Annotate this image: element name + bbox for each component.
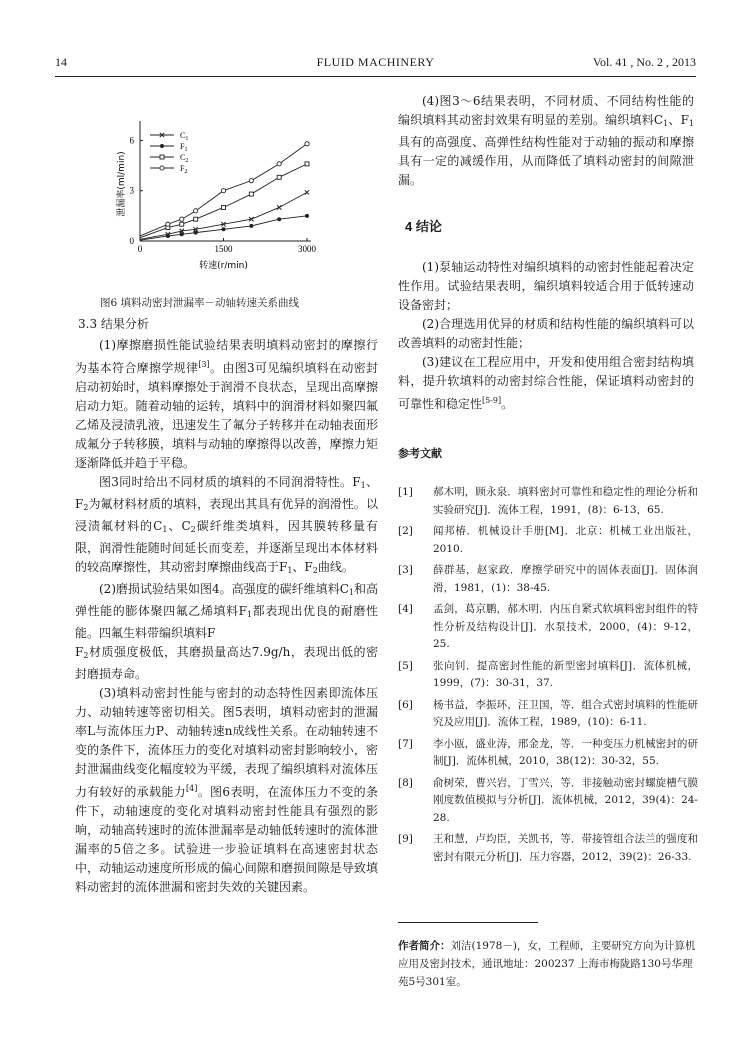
series-line-c1 [140, 192, 307, 239]
journal-name: FLUID MACHINERY [316, 55, 435, 69]
left-column [75, 336, 378, 897]
references-heading: 参考文献 [398, 448, 442, 460]
volume-info: Vol. 41 , No. 2 , 2013 [592, 55, 696, 69]
legend-label: $F_2$ [180, 164, 188, 175]
data-point [305, 214, 309, 218]
data-point [277, 162, 281, 166]
data-point [194, 217, 198, 221]
reference-item: [4] 孟剑，葛京鹏，郝木明．内压自紧式软填料密封组件的特性分析及结构设计[J]．水泵技术，2000，(4)：9-12，25. [398, 603, 698, 650]
data-point [160, 166, 164, 170]
y-tick-label: 3 [129, 185, 134, 196]
paragraph-5: (4)图3～6结果表明，不同材质、不同结构性能的编织填料其动密封效果有明显的差别。编织填料$C_1$、$F_1$具有的高强度、高弹性结构性能对于动轴的振动和摩擦具有一定的减缓作用，从而降低了填料动密封的间隙泄漏。 [398, 94, 694, 187]
conclusions [398, 258, 694, 414]
reference-item: [9] 王和慧，卢均臣，关凯书，等．带接管组合法兰的强度和密封有限元分析[J]．压力容器，2012，39(2)：26-33. [398, 833, 698, 863]
reference-item: [8] 俞树荣，曹兴岩，丁雪兴，等．非接触动密封螺旋槽气膜刚度数值模拟与分析[J]．流体机械，2012，39(4)：24-28. [398, 776, 698, 824]
conclusion-3: (3)建议在工程应用中，开发和使用组合密封结构填料，提升软填料的动密封综合性能，保证填料动密封的可靠性和稳定性[5-9]。 [398, 355, 694, 411]
section-heading-3-3: 3.3 结果分析 [78, 317, 149, 331]
series-line-c2 [140, 164, 307, 238]
legend-label: $F_1$ [180, 142, 188, 153]
x-axis-label: 转速(r/min) [199, 261, 248, 271]
author-note: 作者简介：刘洁(1978－)，女，工程师，主要研究方向为计算机应用及密封技术，通讯地址：200237 上海市梅陇路130号华理苑5号301室。 [398, 940, 696, 988]
data-point [160, 144, 164, 148]
x-tick-label: 3000 [298, 244, 316, 254]
data-point [221, 189, 225, 193]
data-point [277, 175, 281, 179]
data-point [249, 224, 253, 228]
reference-item: [7] 李小瓯，盛业涛，邢金龙，等．一种变压力机械密封的研制[J]．流体机械，2010，38(12)：30-32，55. [398, 737, 698, 767]
conclusion-1: (1)泵轴运动特性对编织填料的动密封性能起着决定性作用。试验结果表明，编织填料较适合用于低转速动设备密封； [398, 260, 694, 312]
paragraph-3: (2)磨损试验结果如图4。高强度的碳纤维填料$C_1$和高弹性能的膨体聚四氟乙烯填料$F_1$都表现出优良的耐磨性能。四氟生料带编织填料F $F_2$材质强度极低，其磨损量高达7.9g/h，表现出低的密封磨损寿命。 [75, 582, 378, 681]
header-rule [55, 76, 696, 77]
legend-label: $C_1$ [180, 131, 189, 142]
paragraph-4: (3)填料动密封性能与密封的动态特性因素即流体压力、动轴转速等密切相关。图5表明，填料动密封的泄漏率L与流体压力P、动轴转速n成线性关系。在动轴转速不变的条件下，流体压力的变化对填料动密封影响较小，密封泄漏曲线变化幅度较为平缓，表现了编织填料对流体压力有较好的承载能力[4]。图6表明，在流体压力不变的条件下，动轴速度的变化对填料动密封性能具有强烈的影响，动轴高转速时的流体泄漏率是动轴低转速时的流体泄漏率的5倍之多。试验进一步验证填料在高速密封状态中，动轴运动速度所形成的偏心间隙和磨损间隙是导致填料动密封的流体泄漏和密封失效的关键因素。 [75, 686, 378, 894]
reference-item: [1] 郝木明，顾永泉．填料密封可靠性和稳定性的理论分析和实验研究[J]．流体工程，1991，(8)：6-13，65. [398, 486, 698, 516]
paragraph-2: 图3同时给出不同材质的填料的不同润滑特性。$F_1$、$F_2$为氟材料材质的填料，表现出其具有优异的润滑性。以浸渍氟材料的$C_1$、$C_2$碳纤维类填料，因其膜转移量有限，润滑性能随时间延长而变差，并逐渐呈现出本体材料的较高摩擦性，其动密封摩擦曲线高于$F_1$、$F_2$曲线。 [75, 475, 379, 575]
section-heading-4: 4 结论 [405, 219, 442, 234]
data-point [277, 217, 281, 221]
data-point [305, 162, 309, 166]
conclusion-2: (2)合理选用优异的材质和结构性能的编织填料可以改善填料的动密封性能； [398, 317, 694, 350]
data-point [222, 227, 226, 231]
data-point [194, 209, 198, 213]
data-point [194, 231, 198, 235]
reference-item: [6] 杨书益，李振环，汪卫国，等．组合式密封填料的性能研究及应用[J]．流体工程，1989，(10)：6-11. [398, 698, 698, 728]
legend-label: $C_2$ [180, 153, 189, 164]
references-list [398, 484, 698, 870]
data-point [180, 232, 184, 236]
data-point [166, 222, 170, 226]
data-point [180, 217, 184, 221]
reference-item: [5] 张向钊．提高密封性能的新型密封填料[J]．流体机械，1999，(7)：30-31，37. [398, 659, 698, 689]
reference-item: [3] 薛群基，赵家政．摩擦学研究中的固体表面[J]．固体润滑，1981，(1)：38-45. [398, 564, 698, 594]
data-point [160, 155, 164, 159]
paragraph-1: (1)摩擦磨损性能试验结果表明填料动密封的摩擦行为基本符合摩擦学规律[3]。由图3可见编织填料在动密封启动初始时，填料摩擦处于润滑不良状态，呈现出高摩擦启动力矩。随着动轴的运转，填料中的润滑材料如聚四氟乙烯及浸渍乳液，迅速发生了氟分子转移并在动轴表面形成氟分子转移膜，填料与动轴的摩擦得以改善，摩擦力矩逐渐降低并趋于平稳。 [75, 338, 378, 470]
y-axis-label: 泄漏率(ml/min) [117, 151, 127, 217]
y-tick-label: 0 [129, 236, 134, 246]
data-point [305, 142, 309, 146]
figure-caption: 图6 填料动密封泄漏率－动轴转速关系曲线 [100, 297, 300, 309]
data-point [222, 205, 226, 209]
x-tick-label: 1500 [214, 244, 233, 254]
data-point [166, 234, 170, 238]
footnote-rule [398, 922, 538, 923]
data-point [249, 179, 253, 183]
data-point [180, 222, 184, 226]
reference-item: [2] 闻邦椿．机械设计手册[M]．北京：机械工业出版社，2010. [398, 525, 698, 555]
y-tick-label: 6 [129, 135, 134, 146]
data-point [305, 190, 309, 194]
page-header [55, 55, 696, 73]
data-point [249, 192, 253, 196]
x-tick-label: 0 [137, 244, 143, 254]
right-column-top [398, 92, 694, 190]
data-point [277, 205, 281, 209]
page-number: 14 [55, 55, 67, 69]
